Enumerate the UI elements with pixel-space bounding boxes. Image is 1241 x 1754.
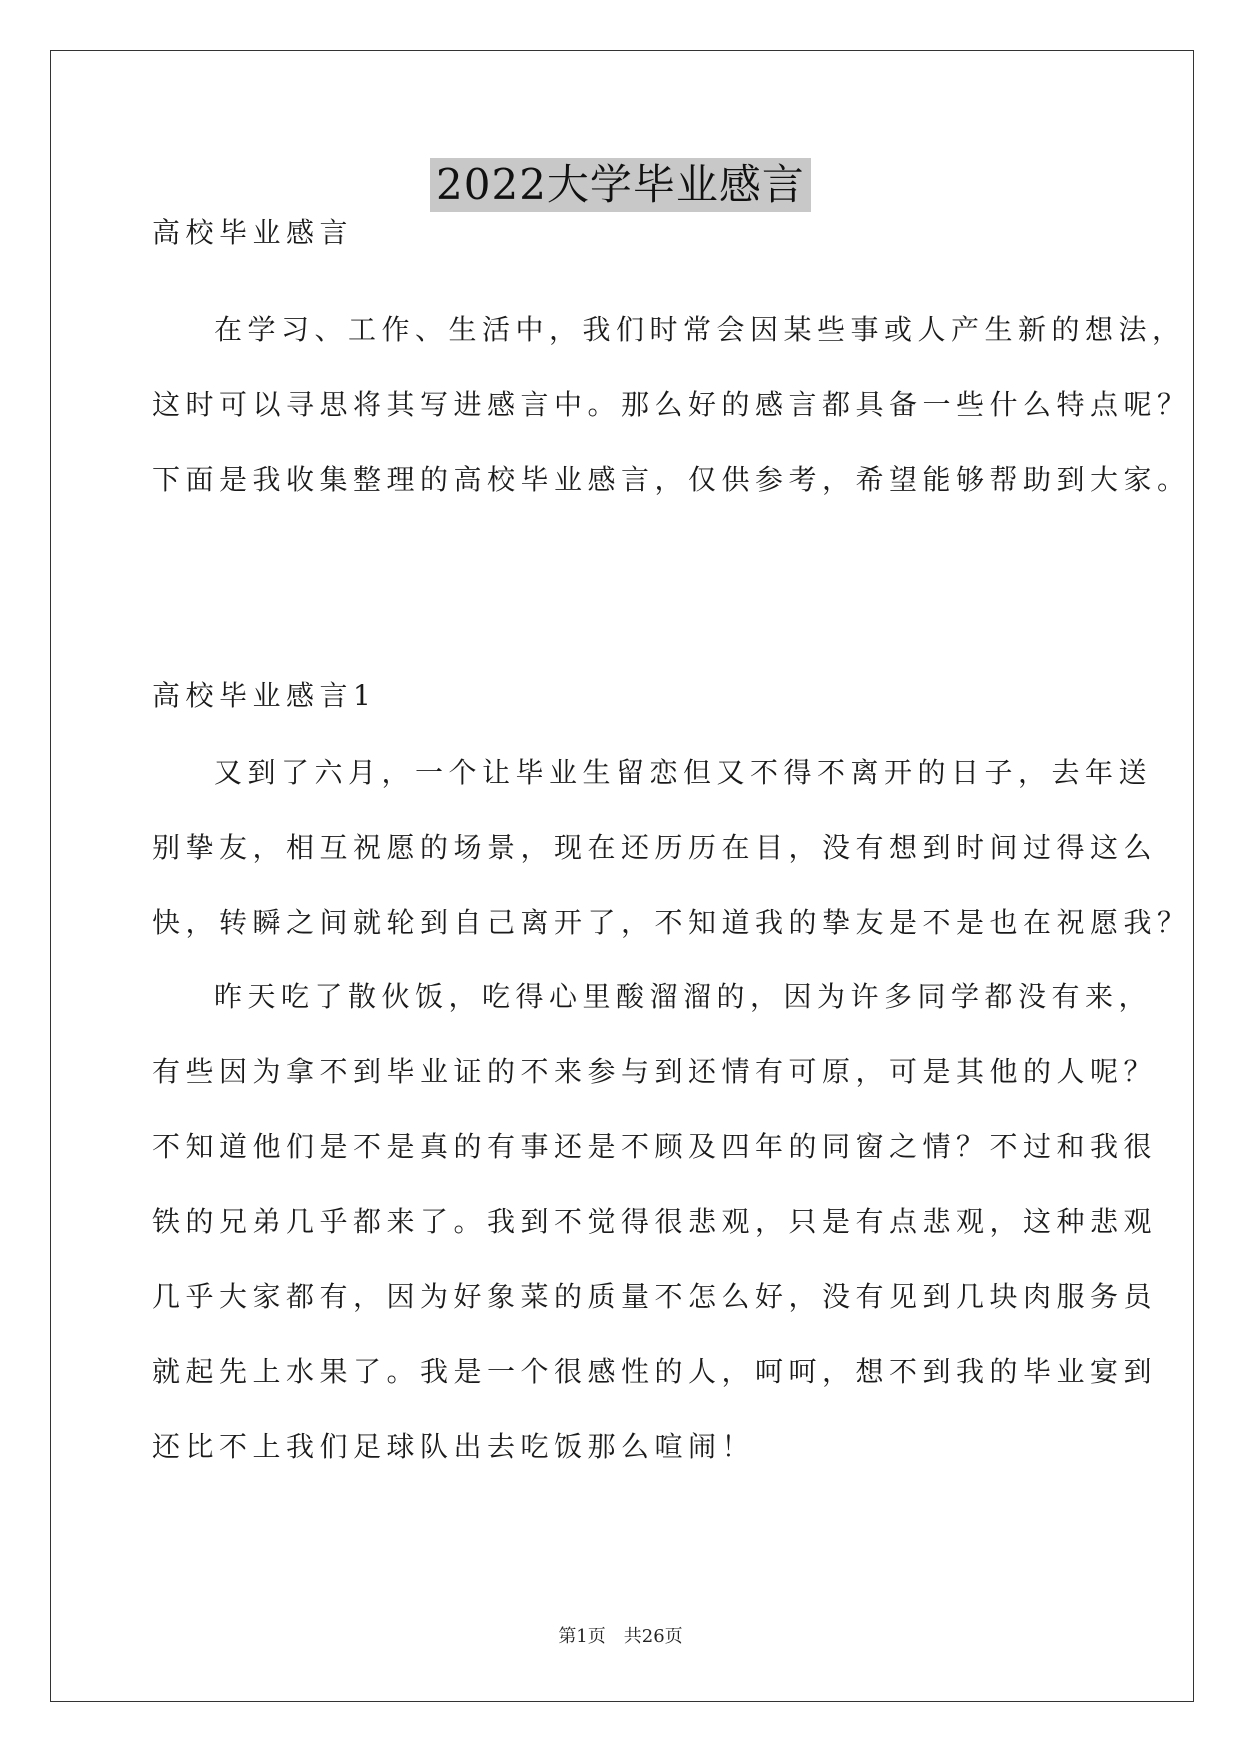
paragraph-line: 又到了六月，一个让毕业生留恋但又不得不离开的日子，去年送 bbox=[214, 756, 1153, 789]
page-number: 第1页 bbox=[558, 1626, 606, 1647]
section1-paragraph-1 bbox=[152, 735, 1191, 960]
page-total: 共26页 bbox=[623, 1626, 683, 1647]
paragraph-line: 不知道他们是不是真的有事还是不顾及四年的同窗之情？不过和我很 bbox=[152, 1130, 1158, 1163]
paragraph-line: 昨天吃了散伙饭，吃得心里酸溜溜的，因为许多同学都没有来， bbox=[214, 980, 1153, 1013]
intro-heading: 高校毕业感言 bbox=[152, 216, 354, 249]
page-footer bbox=[0, 1625, 1241, 1649]
paragraph-line: 有些因为拿不到毕业证的不来参与到还情有可原，可是其他的人呢？ bbox=[152, 1055, 1158, 1088]
section1-paragraph-2 bbox=[152, 959, 1158, 1484]
paragraph-line: 在学习、工作、生活中，我们时常会因某些事或人产生新的想法， bbox=[214, 313, 1186, 346]
paragraph-line: 别挚友，相互祝愿的场景，现在还历历在目，没有想到时间过得这么 bbox=[152, 831, 1158, 864]
document-title: 2022大学毕业感言 bbox=[430, 158, 811, 212]
intro-paragraph bbox=[152, 292, 1191, 517]
paragraph-line: 这时可以寻思将其写进感言中。那么好的感言都具备一些什么特点呢？ bbox=[152, 388, 1191, 421]
intro-heading-block bbox=[152, 195, 1102, 270]
section1-heading: 高校毕业感言1 bbox=[152, 679, 377, 712]
paragraph-line: 铁的兄弟几乎都来了。我到不觉得很悲观，只是有点悲观，这种悲观 bbox=[152, 1205, 1158, 1238]
section1-heading-block bbox=[152, 658, 1102, 733]
paragraph-line: 还比不上我们足球队出去吃饭那么喧闹！ bbox=[152, 1430, 756, 1463]
paragraph-line: 快，转瞬之间就轮到自己离开了，不知道我的挚友是不是也在祝愿我？ bbox=[152, 906, 1191, 939]
paragraph-line: 就起先上水果了。我是一个很感性的人，呵呵，想不到我的毕业宴到 bbox=[152, 1355, 1158, 1388]
paragraph-line: 几乎大家都有，因为好象菜的质量不怎么好，没有见到几块肉服务员 bbox=[152, 1280, 1158, 1313]
paragraph-line: 下面是我收集整理的高校毕业感言，仅供参考，希望能够帮助到大家。 bbox=[152, 463, 1191, 496]
